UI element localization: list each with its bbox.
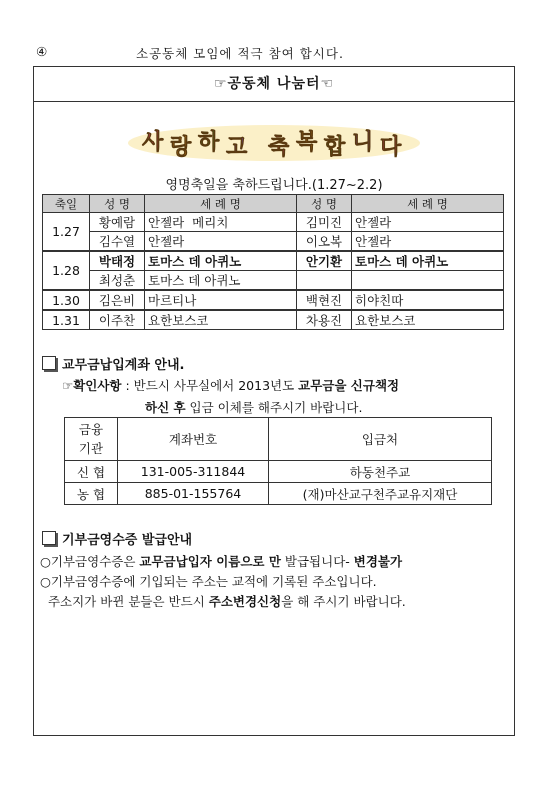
receipt-line-3: 주소지가 바뀐 분들은 반드시 주소변경신청을 해 주시기 바랍니다. <box>40 594 406 609</box>
account-number: 131-005-311844 <box>118 461 269 483</box>
banner-glyph: 고 <box>226 135 248 160</box>
person-name <box>297 271 352 291</box>
banner-glyph: 하 <box>198 130 220 155</box>
col-name-1: 성 명 <box>90 195 145 213</box>
baptismal-name: 안젤라 <box>352 232 504 252</box>
baptismal-name: 히야친따 <box>352 290 504 310</box>
payee: (재)마산교구천주교유지재단 <box>269 483 492 505</box>
baptismal-name: 토마스 데 아퀴노 <box>352 251 504 271</box>
dues-section-title: 교무금납입계좌 안내. <box>42 354 185 373</box>
person-name: 박태정 <box>90 251 145 271</box>
banner-glyph: 합 <box>324 135 346 160</box>
baptismal-name: 안젤라 <box>352 213 504 232</box>
banner-glyph: 다 <box>380 135 402 160</box>
col-saint-2: 세 례 명 <box>352 195 504 213</box>
table-row <box>43 232 504 252</box>
baptismal-name: 요한보스코 <box>352 310 504 330</box>
col-saint-1: 세 례 명 <box>145 195 297 213</box>
baptismal-name: 토마스 데 아퀴노 <box>145 271 297 291</box>
baptismal-name <box>352 271 504 291</box>
baptismal-name: 안젤라 메리치 <box>145 213 297 232</box>
feast-table-header <box>43 195 504 213</box>
col-payee: 입금처 <box>269 418 492 461</box>
col-name-2: 성 명 <box>297 195 352 213</box>
table-row <box>43 213 504 232</box>
receipt-section-title: 기부금영수증 발급안내 <box>42 529 192 548</box>
person-name: 김미진 <box>297 213 352 232</box>
col-bank: 금융 기관 <box>65 418 118 461</box>
feast-date: 1.28 <box>43 251 90 290</box>
table-row <box>43 310 504 330</box>
checkbox-icon <box>42 531 56 545</box>
section-title: ☞공동체 나눔터☜ <box>34 67 514 102</box>
payee: 하동천주교 <box>269 461 492 483</box>
receipt-notice <box>40 552 510 612</box>
banner-glyph: 니 <box>352 130 374 155</box>
person-name: 차용진 <box>297 310 352 330</box>
person-name: 이오복 <box>297 232 352 252</box>
bank-name: 농 협 <box>65 483 118 505</box>
checkbox-icon <box>42 356 56 370</box>
dues-notice: ☞확인사항 : 반드시 사무실에서 2013년도 교무금을 신규책정 하신 후 입금 이체를 해주시기 바랍니다. <box>62 378 400 415</box>
page-motto: 소공동체 모임에 적극 참여 합시다. <box>136 46 344 61</box>
person-name: 최성춘 <box>90 271 145 291</box>
col-account: 계좌번호 <box>118 418 269 461</box>
baptismal-name: 안젤라 <box>145 232 297 252</box>
feast-date: 1.31 <box>43 310 90 330</box>
person-name: 김수열 <box>90 232 145 252</box>
confirm-label: ☞확인사항 <box>62 378 122 393</box>
bank-name: 신 협 <box>65 461 118 483</box>
feast-date: 1.30 <box>43 290 90 310</box>
baptismal-name: 토마스 데 아퀴노 <box>145 251 297 271</box>
person-name: 황예람 <box>90 213 145 232</box>
receipt-line-2: ○기부금영수증에 기입되는 주소는 교적에 기록된 주소입니다. <box>40 574 377 589</box>
banner-glyph: 랑 <box>170 135 192 160</box>
table-row <box>43 290 504 310</box>
page-number: ④ <box>36 44 48 59</box>
table-row <box>43 271 504 291</box>
banner-lettering <box>128 125 420 161</box>
page-header <box>36 44 514 64</box>
content-frame <box>33 66 515 736</box>
bank-table-header <box>65 418 492 461</box>
account-number: 885-01-155764 <box>118 483 269 505</box>
person-name: 이주찬 <box>90 310 145 330</box>
bank-account-table <box>64 417 492 505</box>
person-name: 김은비 <box>90 290 145 310</box>
banner-glyph: 복 <box>296 130 318 155</box>
feast-date: 1.27 <box>43 213 90 252</box>
feast-day-title: 영명축일을 축하드립니다.(1.27~2.2) <box>165 178 383 193</box>
greeting-banner <box>124 117 424 165</box>
banner-glyph: 축 <box>268 135 290 160</box>
receipt-line-1: ○기부금영수증은 교무금납입자 이름으로 만 발급됩니다- 변경불가 <box>40 554 403 569</box>
col-feast-date: 축일 <box>43 195 90 213</box>
person-name: 안기환 <box>297 251 352 271</box>
baptismal-name: 마르티나 <box>145 290 297 310</box>
person-name: 백현진 <box>297 290 352 310</box>
table-row <box>43 251 504 271</box>
table-row <box>65 461 492 483</box>
banner-glyph: 사 <box>142 130 164 155</box>
table-row <box>65 483 492 505</box>
baptismal-name: 요한보스코 <box>145 310 297 330</box>
feast-day-table <box>42 194 504 330</box>
